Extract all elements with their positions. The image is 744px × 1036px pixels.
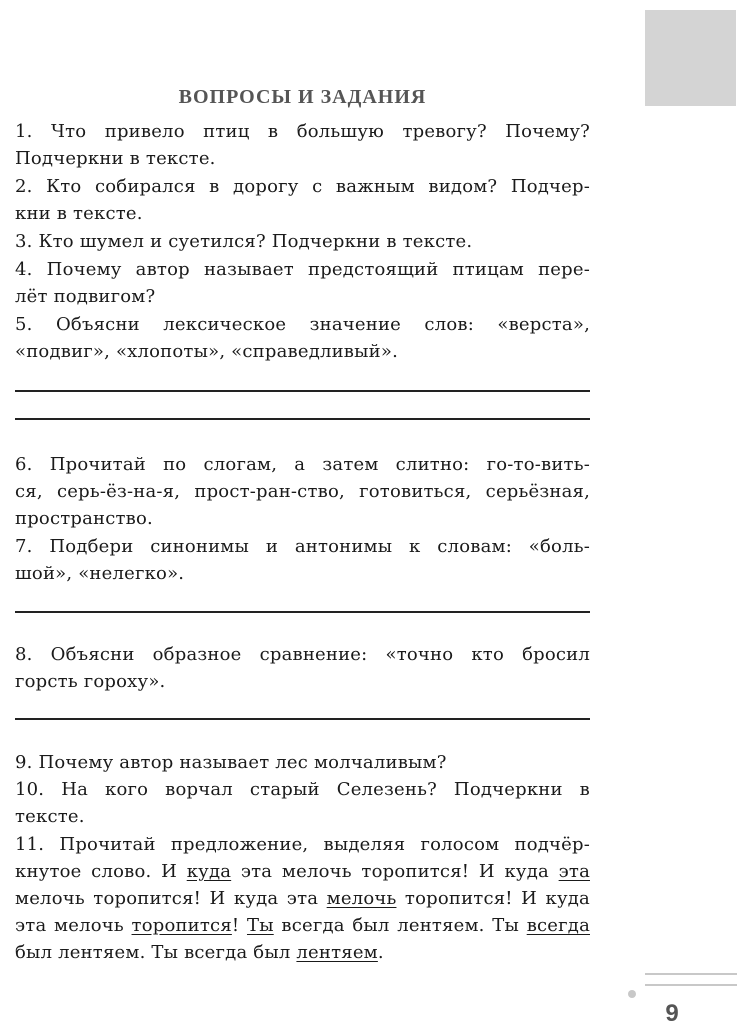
question-4-line2: лёт подвигом? xyxy=(15,286,156,307)
question-6-line3: пространство. xyxy=(15,508,153,529)
question-10-line2: тексте. xyxy=(15,806,85,827)
question-5 xyxy=(15,311,590,365)
question-2-line1: 2. Кто собирался в дорогу с важным видом? Подчер- xyxy=(15,176,590,197)
question-10-line1: 10. На кого ворчал старый Селезень? Подчеркни в xyxy=(15,779,590,800)
q11-text: кнутое слово. И xyxy=(15,861,187,882)
question-11-line5 xyxy=(15,939,590,966)
underlined-word: куда xyxy=(186,861,232,882)
answer-line[interactable] xyxy=(15,418,590,420)
answer-line[interactable] xyxy=(15,390,590,392)
question-3 xyxy=(15,228,590,255)
question-3-line1: 3. Кто шумел и суетился? Подчеркни в тексте. xyxy=(15,231,473,252)
page-number: 9 xyxy=(665,1000,679,1027)
question-1 xyxy=(15,118,590,172)
question-8-line1: 8. Объясни образное сравнение: «точно кто бросил xyxy=(15,644,590,665)
q11-text: был лентяем. Ты всегда был xyxy=(15,942,297,963)
footer-decor-dot xyxy=(628,990,636,998)
underlined-word: мелочь xyxy=(326,888,397,909)
question-11 xyxy=(15,831,590,966)
question-7-line2: шой», «нелегко». xyxy=(15,563,185,584)
q11-text: торопится! И куда xyxy=(396,888,590,909)
page-heading: ВОПРОСЫ И ЗАДАНИЯ xyxy=(178,86,427,108)
question-8-line2: горсть гороху». xyxy=(15,671,166,692)
q11-text: ! xyxy=(231,915,247,936)
question-6 xyxy=(15,451,590,532)
question-7 xyxy=(15,533,590,587)
question-2 xyxy=(15,173,590,227)
q11-text: эта мелочь торопится! И куда xyxy=(231,861,559,882)
underlined-word: лентяем xyxy=(296,942,378,963)
question-11-line1: 11. Прочитай предложение, выделяя голосом подчёр- xyxy=(15,834,590,855)
question-4 xyxy=(15,256,590,310)
question-2-line2: кни в тексте. xyxy=(15,203,143,224)
q11-text: эта мелочь xyxy=(15,915,132,936)
question-5-line2: «подвиг», «хлопоты», «справедливый». xyxy=(15,341,398,362)
q11-text: . xyxy=(377,942,384,963)
question-9 xyxy=(15,749,590,776)
q11-text: всегда был лентяем. Ты xyxy=(273,915,527,936)
question-1-line1: 1. Что привело птиц в большую тревогу? Почему? xyxy=(15,121,590,142)
question-4-line1: 4. Почему автор называет предстоящий птицам пере- xyxy=(15,259,590,280)
question-11-line2 xyxy=(15,858,590,885)
underlined-word: всегда xyxy=(526,915,590,936)
footer-decor-line xyxy=(645,973,737,975)
corner-tab xyxy=(645,10,736,106)
question-8 xyxy=(15,641,590,695)
underlined-word: Ты xyxy=(246,915,274,936)
question-11-line4 xyxy=(15,912,590,939)
question-6-line2: ся, серь-ёз-на-я, прост-ран-ство, готовиться, серьёзная, xyxy=(15,481,590,502)
question-11-line3 xyxy=(15,885,590,912)
answer-line[interactable] xyxy=(15,718,590,720)
underlined-word: эта xyxy=(558,861,590,882)
footer-decor-line xyxy=(645,984,737,986)
question-10 xyxy=(15,776,590,830)
question-7-line1: 7. Подбери синонимы и антонимы к словам: «боль- xyxy=(15,536,590,557)
question-6-line1: 6. Прочитай по слогам, а затем слитно: го-то-вить- xyxy=(15,454,590,475)
underlined-word: торопится xyxy=(131,915,232,936)
answer-line[interactable] xyxy=(15,611,590,613)
question-1-line2: Подчеркни в тексте. xyxy=(15,148,216,169)
question-5-line1: 5. Объясни лексическое значение слов: «верста», xyxy=(15,314,590,335)
q11-text: мелочь торопится! И куда эта xyxy=(15,888,327,909)
question-9-line1: 9. Почему автор называет лес молчаливым? xyxy=(15,752,447,773)
